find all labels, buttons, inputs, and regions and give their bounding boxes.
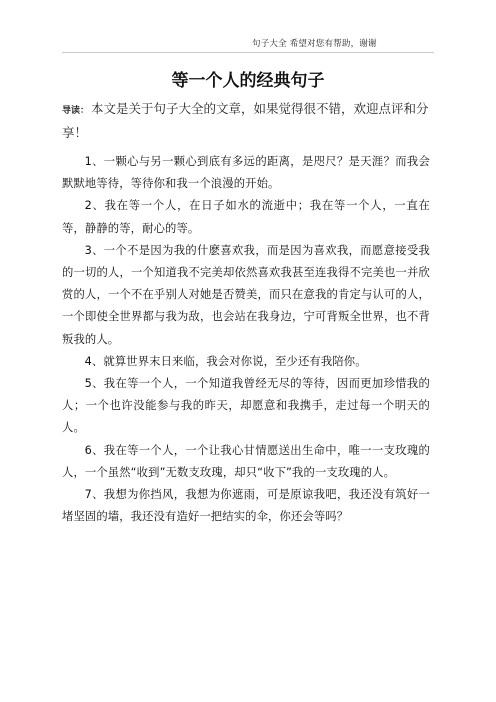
header-divider [62, 52, 434, 53]
paragraph-7: 7、我想为你挡风，我想为你遮雨，可是原谅我吧，我还没有筑好一堵坚固的墙，我还没有造好一把结实的伞，你还会等吗？ [62, 488, 430, 524]
paragraph-6: 6、我在等一个人，一个让我心甘情愿送出生命中，唯一一支玫瑰的人，一个虽然“收到”无数支玫瑰，却只“收下”我的一支玫瑰的人。 [62, 443, 430, 479]
document-title: 等一个人的经典句子 [171, 71, 325, 91]
document-body [62, 151, 430, 528]
intro-label: 导读： [62, 106, 90, 116]
intro-section [62, 98, 430, 143]
paragraph-5: 5、我在等一个人，一个知道我曾经无尽的等待，因而更加珍惜我的人；一个也许没能参与我的昨天，却愿意和我携手，走过每一个明天的人。 [62, 377, 430, 435]
paragraph-2: 2、我在等一个人，在日子如水的流逝中；我在等一个人，一直在等，静静的等，耐心的等。 [62, 199, 430, 235]
paragraph-1: 1、一颗心与另一颗心到底有多远的距离，是咫尺？是天涯？而我会默默地等待，等待你和我一个浪漫的开始。 [62, 155, 430, 191]
page-header: 句子大全 希望对您有帮助，谢谢 [252, 39, 377, 49]
paragraph-4: 4、就算世界末日来临，我会对你说，至少还有我陪你。 [84, 354, 367, 368]
paragraph-3: 3、一个不是因为我的什麽喜欢我，而是因为喜欢我，而愿意接受我的一切的人，一个知道我不完美却依然喜欢我甚至连我得不完美也一并欣赏的人，一个不在乎别人对她是否赞美，而只在意我的肯定与认可的人，一个即使全世界都与我为敌，也会站在我身边，宁可背叛全世界，也不背叛我的人。 [62, 243, 430, 346]
intro-text: 本文是关于句子大全的文章，如果觉得很不错，欢迎点评和分享！ [62, 101, 429, 140]
